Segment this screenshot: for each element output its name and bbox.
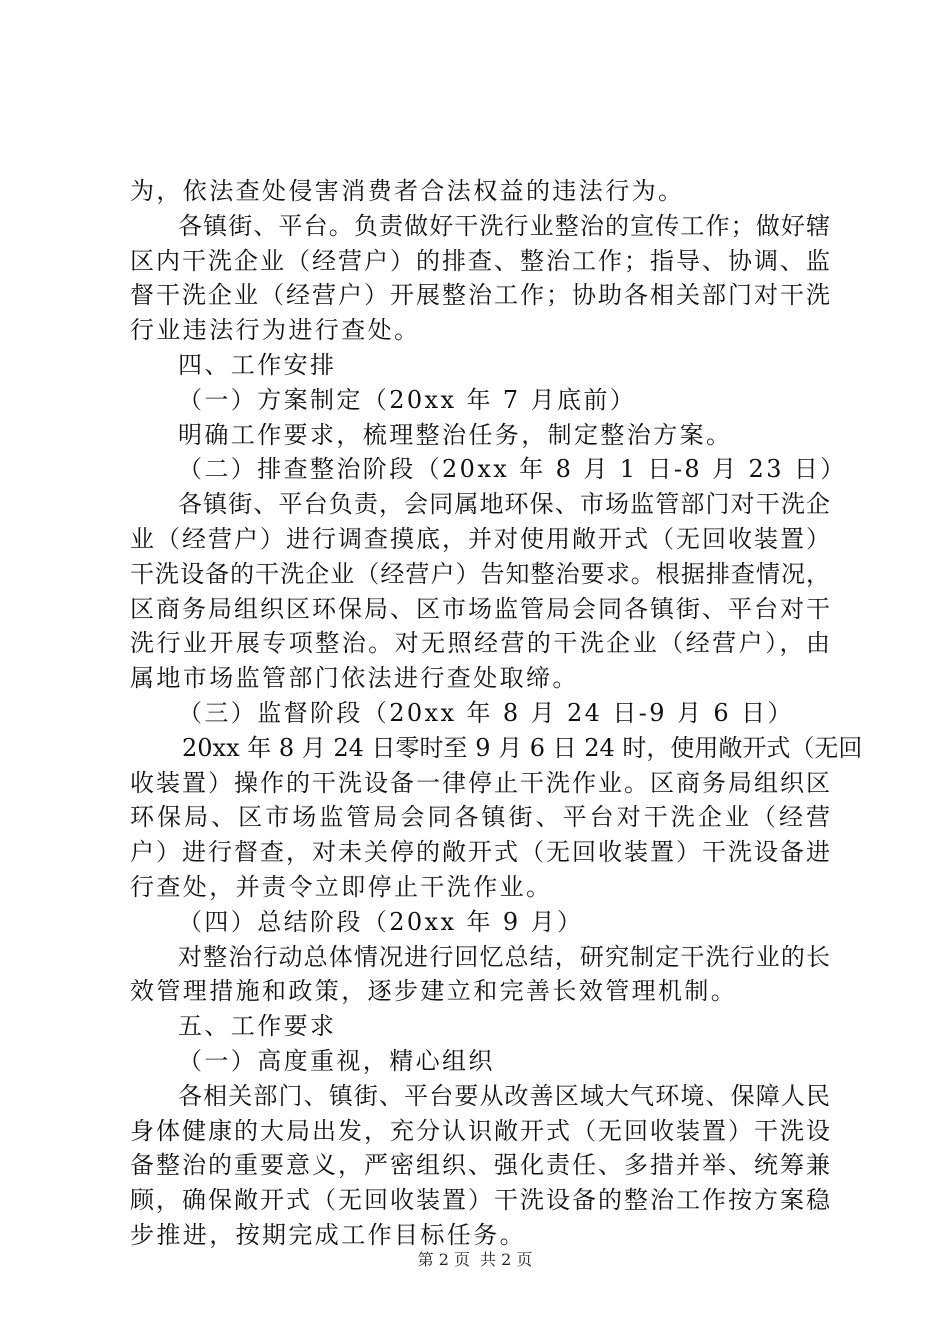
text-line: 对整治行动总体情况进行回忆总结，研究制定干洗行业的长 bbox=[178, 942, 830, 971]
text-line: 步推进，按期完成工作目标任务。 bbox=[130, 1220, 526, 1249]
text-line: 干洗设备的干洗企业（经营户）告知整治要求。根据排查情况， bbox=[130, 559, 830, 588]
text-line: 身体健康的大局出发，充分认识敞开式（无回收装置）干洗设 bbox=[130, 1116, 830, 1145]
page-footer bbox=[0, 1250, 950, 1270]
text-line: 业（经营户）进行调查摸底，并对使用敞开式（无回收装置） bbox=[130, 524, 830, 553]
text-line: 顾，确保敞开式（无回收装置）干洗设备的整治工作按方案稳 bbox=[130, 1186, 830, 1215]
text-line: 效管理措施和政策，逐步建立和完善长效管理机制。 bbox=[130, 977, 738, 1006]
text-line: 各镇街、平台。负责做好干洗行业整治的宣传工作；做好辖 bbox=[178, 211, 830, 240]
subsection-heading: （一）方案制定（20xx 年 7 月底前） bbox=[178, 385, 637, 414]
text-line: 明确工作要求，梳理整治任务，制定整治方案。 bbox=[178, 420, 733, 449]
subsection-heading: （三）监督阶段（20xx 年 8 月 24 日-9 月 6 日） bbox=[178, 698, 794, 727]
section-heading: 五、工作要求 bbox=[178, 1012, 337, 1041]
text-line: 行查处，并责令立即停止干洗作业。 bbox=[130, 872, 553, 901]
text-line: 户）进行督查，对未关停的敞开式（无回收装置）干洗设备进 bbox=[130, 838, 830, 867]
text-line: 洗行业开展专项整治。对无照经营的干洗企业（经营户），由 bbox=[130, 629, 830, 658]
text-line: 属地市场监管部门依法进行查处取缔。 bbox=[130, 664, 579, 693]
text-line: 备整治的重要意义，严密组织、强化责任、多措并举、统筹兼 bbox=[130, 1151, 830, 1180]
text-line: 行业违法行为进行查处。 bbox=[130, 316, 421, 345]
text-line: 20xx 年 8 月 24 日零时至 9 月 6 日 24 时，使用敞开式（无回 bbox=[182, 733, 863, 762]
subsection-heading: （二）排查整治阶段（20xx 年 8 月 1 日-8 月 23 日） bbox=[178, 455, 847, 484]
subsection-heading: （四）总结阶段（20xx 年 9 月） bbox=[178, 907, 584, 936]
page-number: 第 2 页 bbox=[417, 1250, 470, 1269]
text-line: 区商务局组织区环保局、区市场监管局会同各镇街、平台对干 bbox=[130, 594, 830, 623]
text-line: 各镇街、平台负责，会同属地环保、市场监管部门对干洗企 bbox=[178, 490, 830, 519]
text-line: 区内干洗企业（经营户）的排查、整治工作；指导、协调、监 bbox=[130, 246, 830, 275]
document-body bbox=[130, 174, 863, 1253]
section-heading: 四、工作安排 bbox=[178, 350, 337, 379]
text-line: 各相关部门、镇街、平台要从改善区域大气环境、保障人民 bbox=[178, 1081, 830, 1110]
text-line: 收装置）操作的干洗设备一律停止干洗作业。区商务局组织区 bbox=[130, 768, 830, 797]
subsection-heading: （一）高度重视，精心组织 bbox=[178, 1046, 495, 1075]
text-line: 环保局、区市场监管局会同各镇街、平台对干洗企业（经营 bbox=[130, 803, 830, 832]
text-line: 为，依法查处侵害消费者合法权益的违法行为。 bbox=[130, 177, 685, 205]
text-line: 督干洗企业（经营户）开展整治工作；协助各相关部门对干洗 bbox=[130, 281, 830, 310]
page-total: 共 2 页 bbox=[480, 1250, 533, 1269]
